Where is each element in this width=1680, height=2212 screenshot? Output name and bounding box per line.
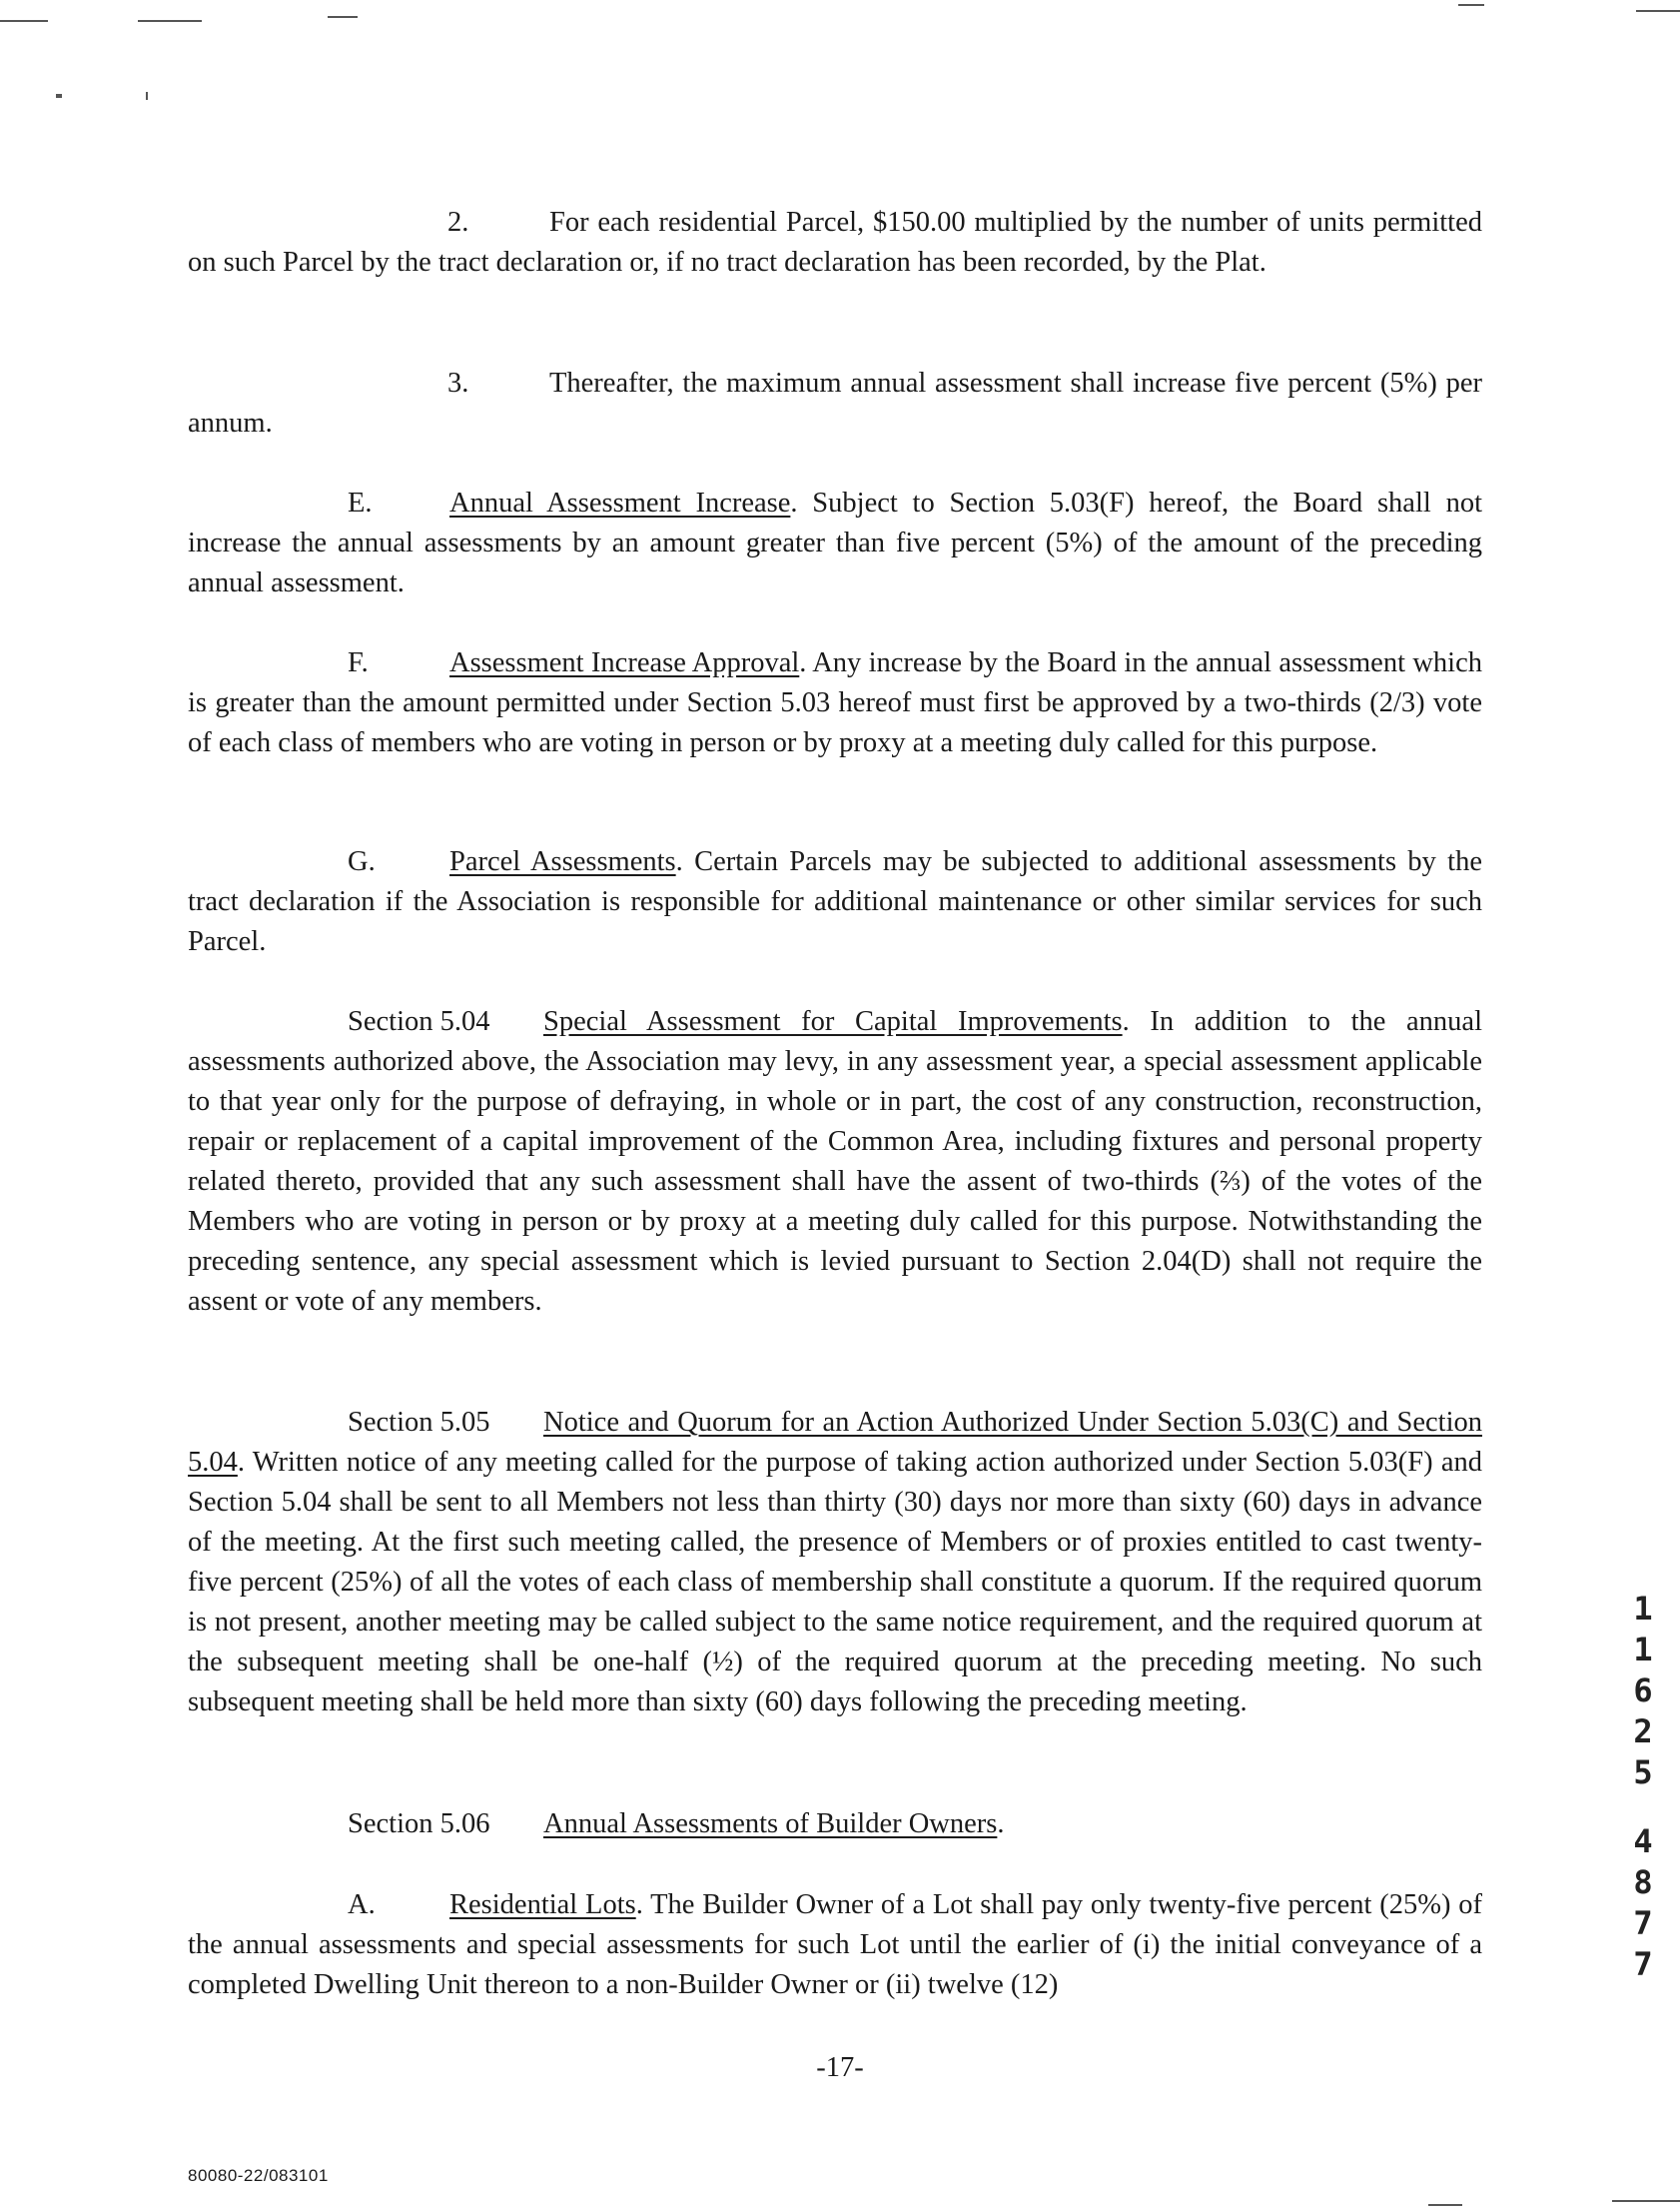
clause-label: F. [348,647,369,678]
stamp-gap [1626,1793,1660,1821]
clause-text: Thereafter, the maximum annual assessment shall increase five percent (5%) per annum. [188,368,1482,439]
stamp-digit: 7 [1633,1945,1653,1983]
stamp-digit: 5 [1633,1753,1653,1791]
section-label: Section 5.06 [348,1808,490,1839]
scan-mark [1612,2200,1680,2202]
clause-label: A. [348,1889,376,1920]
clause-g: G. Parcel Assessments. Certain Parcels may be subjected to additional assessments by the tract declaration if the Association is responsible for additional maintenance or other similar services for such Parcel. [188,842,1482,962]
document-id: 80080-22/083101 [188,2166,329,2185]
scan-mark [1428,2204,1462,2206]
section-text: Written notice of any meeting called for the purpose of taking action authorized under Section 5.03(F) and Section 5.04 shall be sent to all Members not less than thirty (30) days nor more than sixty (60) days in advance of the meeting. At the first such meeting called, the presence of Members or of proxies entitled to cast twenty-five percent (25%) of all the votes of each class of membership shall constitute a quorum. If the required quorum is not present, another meeting may be called subject to the same notice requirement, and the required quorum at the subsequent meeting shall be one-half (½) of the required quorum at the preceding meeting. No such subsequent meeting shall be held more than sixty (60) days following the preceding meeting. [188,1447,1482,1717]
scan-mark [1636,10,1680,12]
clause-f: F. Assessment Increase Approval. Any increase by the Board in the annual assessment which is greater than the amount permitted under Section 5.03 hereof must first be approved by a two-thirds (2/3) vote of each class of members who are voting in person or by proxy at a meeting duly called for this purpose. [188,643,1482,763]
clause-text: Any increase by the Board in the annual assessment which is greater than the amount permitted under Section 5.03 hereof must first be approved by a two-thirds (2/3) vote of each class of members who are voting in person or by proxy at a meeting duly called for this purpose. [188,647,1482,758]
stamp-digit: 2 [1633,1712,1653,1750]
clause-heading: Annual Assessment Increase [449,488,791,519]
clause-heading: Assessment Increase Approval [449,647,800,678]
section-5-05: Section 5.05 Notice and Quorum for an Action Authorized Under Section 5.03(C) and Section 5.04. Written notice of any meeting called for the purpose of taking action authorized under Section 5.03(F) and Section 5.04 shall be sent to all Members not less than thirty (30) days nor more than sixty (60) days in advance of the meeting. At the first such meeting called, the presence of Members or of proxies entitled to cast twenty-five percent (25%) of all the votes of each class of membership shall constitute a quorum. If the required quorum is not present, another meeting may be called subject to the same notice requirement, and the required quorum at the subsequent meeting shall be one-half (½) of the required quorum at the preceding meeting. No such subsequent meeting shall be held more than sixty (60) days following the preceding meeting. [188,1403,1482,1722]
clause-label: 2. [447,207,469,238]
scan-mark [138,20,202,22]
page-number: -17- [816,2052,864,2083]
section-label: Section 5.04 [348,1006,490,1037]
clause-a-residential-lots: A. Residential Lots. The Builder Owner of a Lot shall pay only twenty-five percent (25%) of the annual assessments and special assessments for such Lot until the earlier of (i) the initial conveyance of a completed Dwelling Unit thereon to a non-Builder Owner or (ii) twelve (12) [188,1885,1482,2005]
scan-mark [56,94,62,98]
section-5-06: Section 5.06 Annual Assessments of Builder Owners. [188,1804,1482,1844]
clause-text: Certain Parcels may be subjected to additional assessments by the tract declaration if the Association is responsible for additional maintenance or other similar services for such Parcel. [188,846,1482,957]
section-heading: Special Assessment for Capital Improvements [543,1006,1123,1037]
clause-label: 3. [447,368,469,399]
section-text: In addition to the annual assessments authorized above, the Association may levy, in any assessment year, a special assessment applicable to that year only for the purpose of defraying, in whole or in part, the cost of any construction, reconstruction, repair or replacement of a capital improvement of the Common Area, including fixtures and personal property related thereto, provided that any such assessment shall have the assent of two-thirds (⅔) of the votes of the Members who are voting in person or by proxy at a meeting duly called for this purpose. Notwithstanding the preceding sentence, any special assessment which is levied pursuant to Section 2.04(D) shall not require the assent or vote of any members. [188,1006,1483,1317]
clause-d-2 [188,203,1482,283]
stamp-digit: 4 [1633,1822,1653,1860]
stamp-digit: 1 [1633,1590,1653,1628]
stamp-digit: 7 [1633,1904,1653,1942]
clause-text: For each residential Parcel, $150.00 multiplied by the number of units permitted on such Parcel by the tract declaration or, if no tract declaration has been recorded, by the Plat. [188,207,1482,278]
clause-text: The Builder Owner of a Lot shall pay only twenty-five percent (25%) of the annual assessments and special assessments for such Lot until the earlier of (i) the initial conveyance of a completed Dwelling Unit thereon to a non-Builder Owner or (ii) twelve (12) [188,1889,1482,2000]
clause-heading: Residential Lots [449,1889,636,1920]
stamp-digit: 1 [1633,1631,1653,1668]
clause-label: G. [348,846,376,877]
stamp-digit: 6 [1633,1671,1653,1709]
clause-heading: Parcel Assessments [449,846,676,877]
section-label: Section 5.05 [348,1407,490,1438]
recording-number-stamp [1626,1589,1660,1985]
section-heading: Annual Assessments of Builder Owners [543,1808,998,1839]
scan-mark [328,16,358,18]
stamp-digit: 8 [1633,1863,1653,1901]
clause-e: E. Annual Assessment Increase. Subject to Section 5.03(F) hereof, the Board shall not increase the annual assessments by an amount greater than five percent (5%) of the amount of the preceding annual assessment. [188,484,1482,603]
scan-mark [146,92,148,100]
scan-mark [1458,4,1484,6]
clause-text: Subject to Section 5.03(F) hereof, the Board shall not increase the annual assessments by an amount greater than five percent (5%) of the amount of the preceding annual assessment. [188,488,1482,598]
scan-mark [0,20,48,22]
clause-d-3 [188,364,1482,444]
section-5-04: Section 5.04 Special Assessment for Capital Improvements. In addition to the annual assessments authorized above, the Association may levy, in any assessment year, a special assessment applicable to that year only for the purpose of defraying, in whole or in part, the cost of any construction, reconstruction, repair or replacement of a capital improvement of the Common Area, including fixtures and personal property related thereto, provided that any such assessment shall have the assent of two-thirds (⅔) of the votes of the Members who are voting in person or by proxy at a meeting duly called for this purpose. Notwithstanding the preceding sentence, any special assessment which is levied pursuant to Section 2.04(D) shall not require the assent or vote of any members. [188,1002,1482,1322]
section-heading: Notice and Quorum for an Action Authorized Under Section 5.03(C) and Section 5.04 [188,1407,1482,1478]
clause-label: E. [348,488,373,519]
